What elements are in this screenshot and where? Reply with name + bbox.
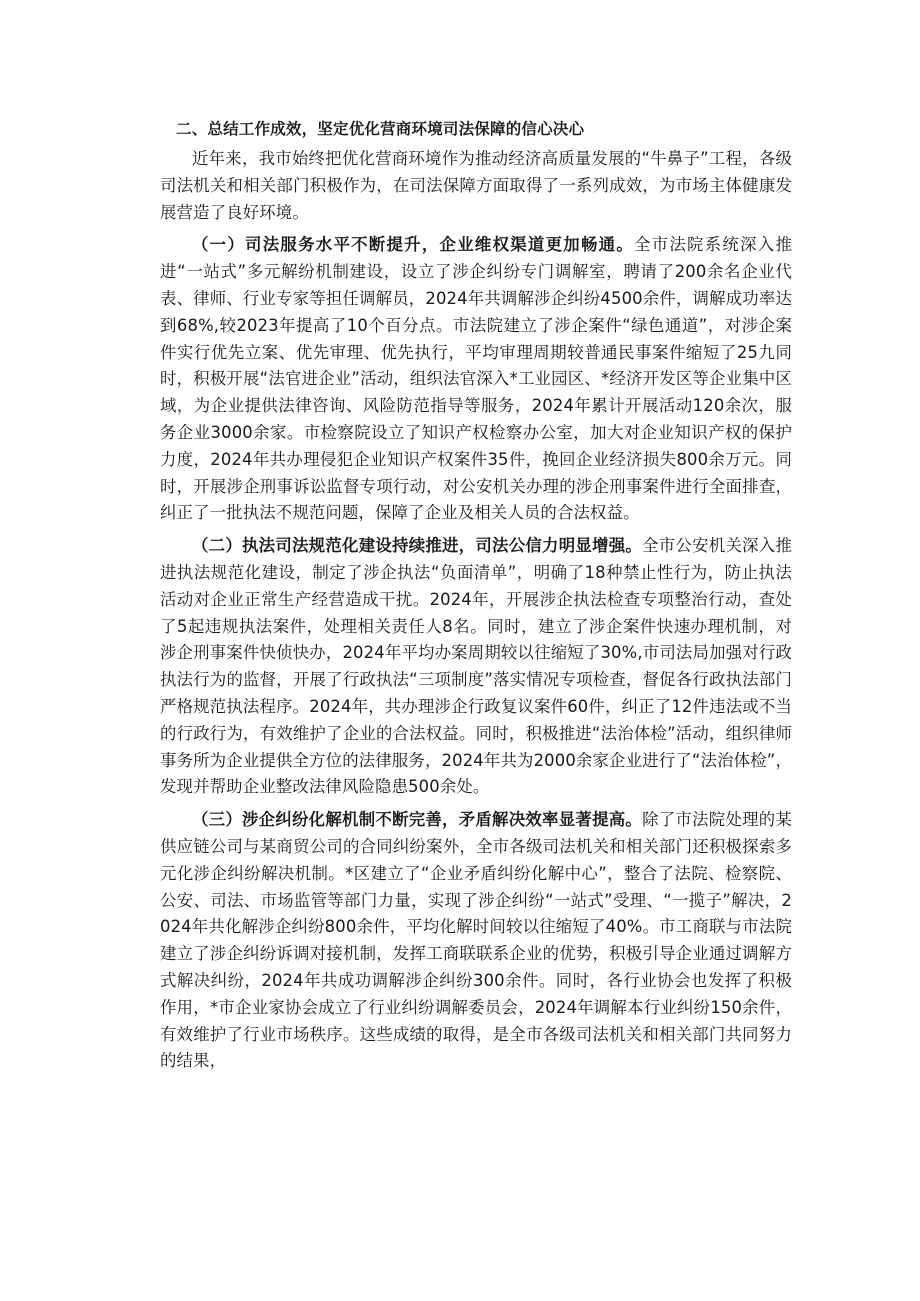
paragraph-text: 全市法院系统深入推进“一站式”多元解纷机制建设，设立了涉企纠纷专门调解室，聘请了200余名企业代表、律师、行业专家等担任调解员，2024年共调解涉企纠纷4500余件，调解成功率达到68%,较2023年提高了10个百分点。市法院建立了涉企案件“绿色通道”，对涉企案件实行优先立案、优先审理、优先执行，平均审理周期较普通民事案件缩短了25九同时，积极开展“法官进企业”活动，组织法官深入*工业园区、*经济开发区等企业集中区域，为企业提供法律咨询、风险防范指导等服务，2024年累计开展活动120余次，服务企业3000余家。市检察院设立了知识产权检察办公室，加大对企业知识产权的保护力度，2024年共办理侵犯企业知识产权案件35件，挽回企业经济损失800余万元。同时，开展涉企刑事诉讼监督专项行动，对公安机关办理的涉企刑事案件进行全面排查，纠正了一批执法不规范问题，保障了企业及相关人员的合法权益。	[160, 235, 792, 523]
paragraph-judicial-service	[160, 232, 792, 527]
paragraph-dispute-resolution	[160, 807, 792, 1075]
intro-paragraph	[160, 146, 792, 226]
paragraph-text: 除了市法院处理的某供应链公司与某商贸公司的合同纠纷案外，全市各级司法机关和相关部门还积极探索多元化涉企纠纷解决机制。*区建立了“企业矛盾纠纷化解中心”，整合了法院、检察院、公安、司法、市场监管等部门力量，实现了涉企纠纷“一站式”受理、“一揽子”解决，2024年共化解涉企纠纷800余件，平均化解时间较以往缩短了40%。市工商联与市法院建立了涉企纠纷诉调对接机制，发挥工商联联系企业的优势，积极引导企业通过调解方式解决纠纷，2024年共成功调解涉企纠纷300余件。同时，各行业协会也发挥了积极作用，*市企业家协会成立了行业纠纷调解委员会，2024年调解本行业纠纷150余件，有效维护了行业市场秩序。这些成绩的取得，是全市各级司法机关和相关部门共同努力的结果，	[160, 810, 792, 1071]
paragraph-text: 全市公安机关深入推进执法规范化建设，制定了涉企执法“负面清单”，明确了18种禁止性行为，防止执法活动对企业正常生产经营造成干扰。2024年，开展涉企执法检查专项整治行动，查处了5起违规执法案件，处理相关责任人8名。同时，建立了涉企案件快速办理机制，对涉企刑事案件快侦快办，2024年平均办案周期较以往缩短了30%,市司法局加强对行政执法行为的监督，开展了行政执法“三项制度”落实情况专项检查，督促各行政执法部门严格规范执法程序。2024年，共办理涉企行政复议案件60件，纠正了12件违法或不当的行政行为，有效维护了企业的合法权益。同时，积极推进“法治体检”活动，组织律师事务所为企业提供全方位的法律服务，2024年共为2000余家企业进行了“法治体检”，发现并帮助企业整改法律风险隐患500余处。	[160, 536, 792, 797]
paragraph-text: 近年来，我市始终把优化营商环境作为推动经济高质量发展的“牛鼻子”工程，各级司法机关和相关部门积极作为，在司法保障方面取得了一系列成效，为市场主体健康发展营造了良好环境。	[160, 149, 792, 222]
section-heading: 二、总结工作成效，坚定优化营商环境司法保障的信心决心	[176, 120, 585, 138]
paragraph-lead: （三）涉企纠纷化解机制不断完善，矛盾解决效率显著提高。	[192, 810, 643, 830]
paragraph-law-enforcement	[160, 533, 792, 801]
paragraph-lead: （二）执法司法规范化建设持续推进，司法公信力明显增强。	[192, 536, 643, 556]
paragraph-lead: （一）司法服务水平不断提升，企业维权渠道更加畅通。	[192, 235, 635, 255]
document-body	[160, 116, 796, 1075]
